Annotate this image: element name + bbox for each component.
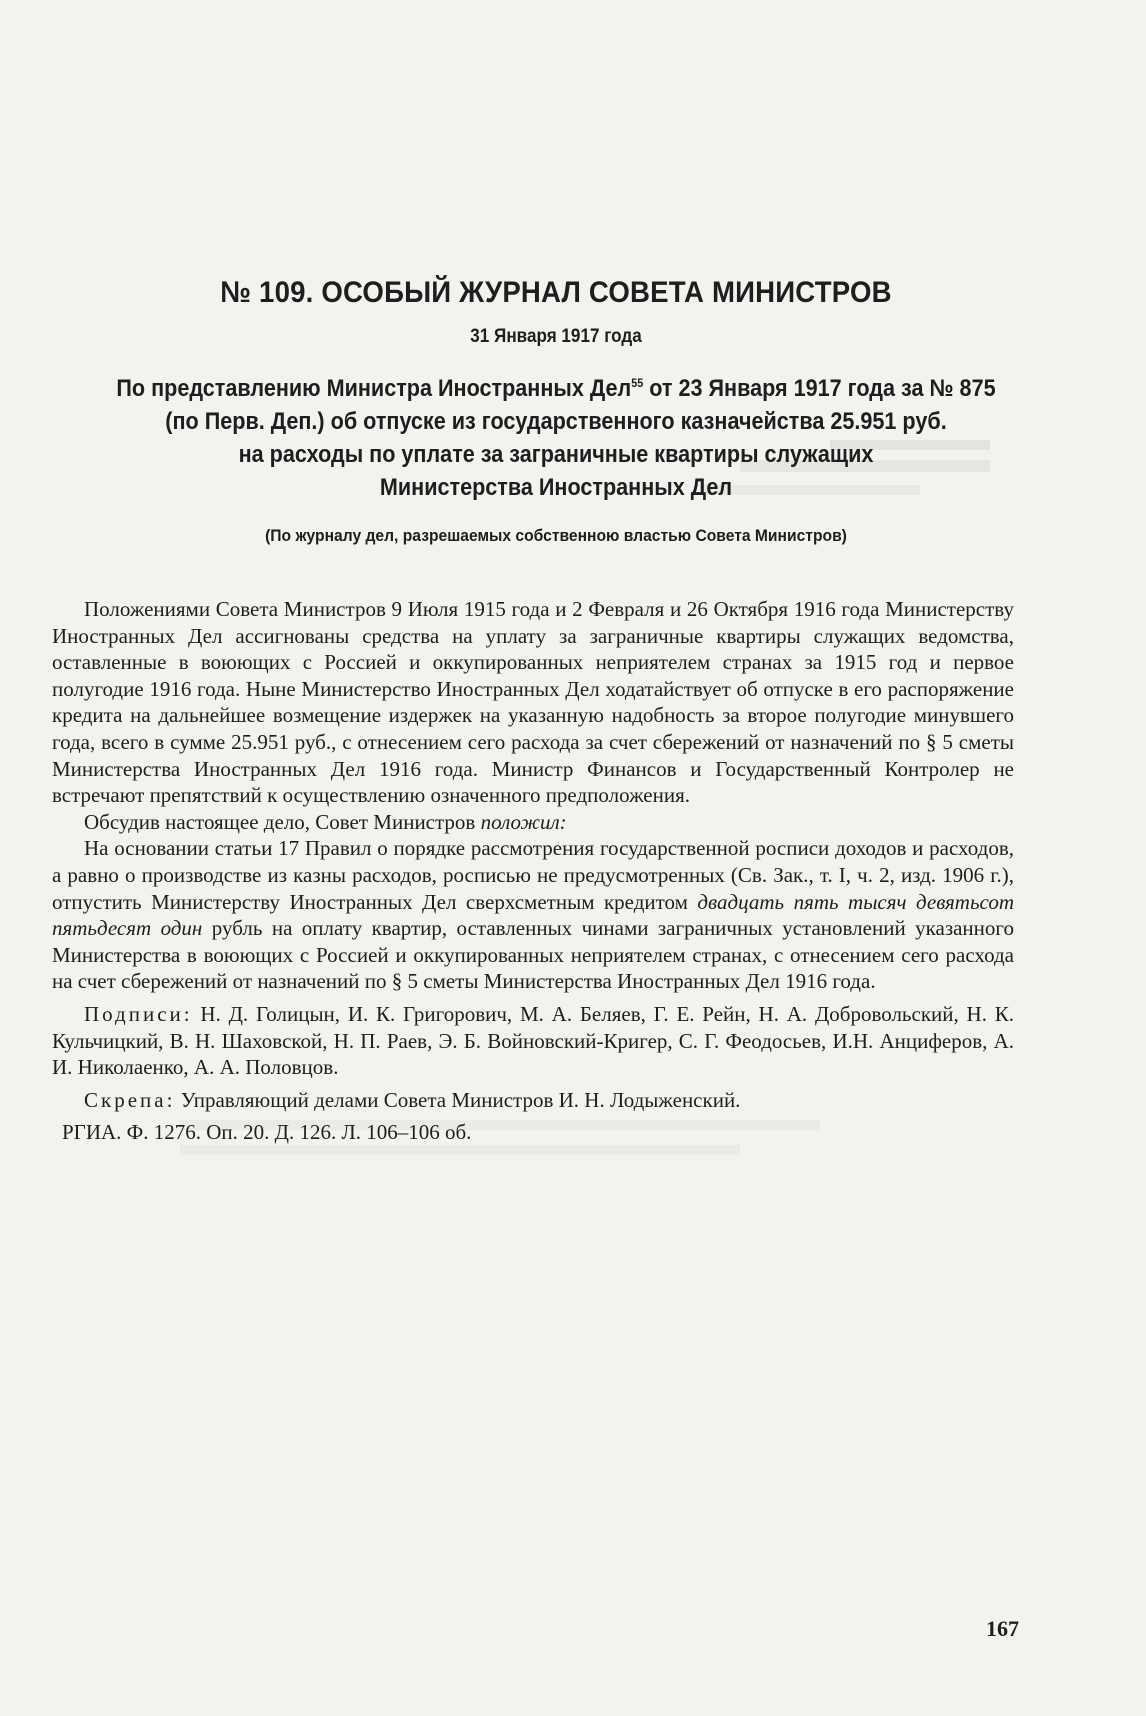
paragraph-3-text-c: рубль на оплату квартир, оставленных чинами заграничных установлений указанного Министерства в воюющих с Россией и оккупированных неприятелем странах, с отнесением сего расхода на счет сбережений от назначений по § 5 сметы Министерства Иностранных Дел 1916 года. (52, 916, 1014, 994)
page-number: 167 (986, 1616, 1019, 1641)
footnote-marker: 55 (631, 376, 644, 390)
signatures-names: Н. Д. Голицын, И. К. Григорович, М. А. Беляев, Г. Е. Рейн, Н. А. Добровольский, Н. К. Кульчицкий, В. Н. Шаховской, Н. П. Раев, Э. Б. Войновский-Кригер, С. Г. Феодосьев, И.Н. Анциферов, А. И. Николаенко, А. А. Половцов. (52, 1001, 1014, 1080)
paragraph-2-text: Обсудив настоящее дело, Совет Министров (84, 809, 481, 834)
subject-line-1a: По представлению Министра Иностранных Дел (116, 375, 632, 402)
document-title: № 109. ОСОБЫЙ ЖУРНАЛ СОВЕТА МИНИСТРОВ (220, 276, 892, 309)
paragraph-3-text-a: На основании статьи 17 Правил о порядке рассмотрения государственной росписи доходов и расходов, а равно о производстве из казны расходов, росписью не предусмотренных (Св. Зак., т. I, ч. 2, изд. 1906 г.), отпустить Министерству Иностранных Дел сверхсметным кредитом (52, 836, 1014, 914)
document-date: 31 Января 1917 года (470, 326, 642, 347)
paragraph-2-italic: положил: (480, 809, 567, 834)
document-body (52, 596, 1014, 1146)
subject-line-1b: от 23 Января 1917 года за № 875 (643, 375, 996, 402)
skrepa (52, 1087, 1014, 1114)
skrepa-text: Управляющий делами Совета Министров И. Н. Лодыженский. (175, 1087, 741, 1112)
signatures (52, 1001, 1014, 1081)
subject-line-3: на расходы по уплате за заграничные квартиры служащих (238, 441, 874, 468)
document-note: (По журналу дел, разрешаемых собственною властью Совета Министров) (265, 526, 847, 545)
subject-line-2: (по Перв. Деп.) об отпуске из государственного казначейства 25.951 руб. (165, 408, 947, 435)
document-subject (101, 372, 1012, 504)
archive-reference: РГИА. Ф. 1276. Оп. 20. Д. 126. Л. 106–106 об. (62, 1120, 472, 1145)
paragraph-1: Положениями Совета Министров 9 Июля 1915 года и 2 Февраля и 26 Октября 1916 года Министерству Иностранных Дел ассигнованы средства на уплату за заграничные квартиры служащих ведомства, оставленные в воюющих с Россией и оккупированных неприятелем странах за 1915 год и первое полугодие 1916 года. Ныне Министерство Иностранных Дел ходатайствует об отпуске в его распоряжение кредита на дальнейшее возмещение издержек на указанную надобность за второе полугодие минувшего года, всего в сумме 25.951 руб., с отнесением сего расхода за счет сбережений от назначений по § 5 сметы Министерства Иностранных Дел 1916 года. Министр Финансов и Государственный Контролер не встречают препятствий к осуществлению означенного предположения. (52, 597, 1014, 808)
skrepa-label: Скрепа: (84, 1087, 176, 1112)
paragraph-2 (52, 809, 1014, 836)
paragraph-3-italic: двадцать пять тысяч девятьсот пятьдесят один (52, 889, 1014, 941)
paragraph-3 (52, 835, 1014, 995)
subject-line-4: Министерства Иностранных Дел (379, 474, 733, 501)
signatures-label: Подписи: (84, 1001, 193, 1026)
